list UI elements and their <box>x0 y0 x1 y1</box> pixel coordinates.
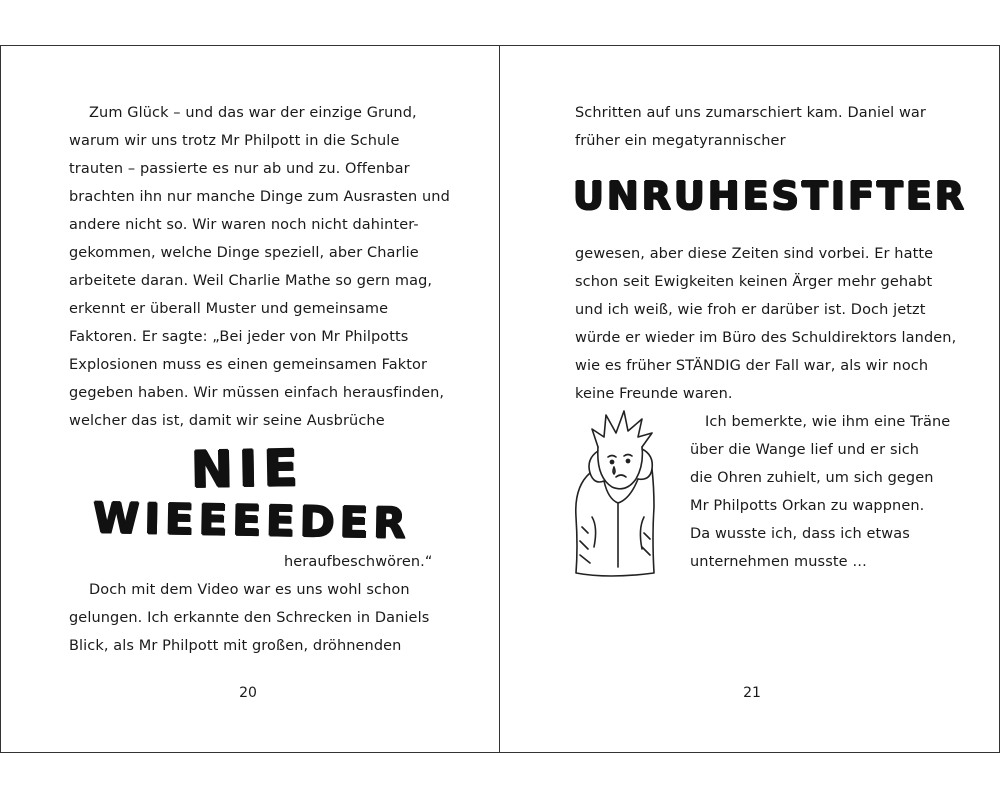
page-number: 20 <box>239 685 257 701</box>
text-line: welcher das ist, damit wir seine Ausbrüche <box>69 413 385 429</box>
text-line: brachten ihn nur manche Dinge zum Ausrasten und <box>69 189 450 205</box>
text-line: Da wusste ich, dass ich etwas <box>690 526 910 542</box>
text-line: unternehmen musste … <box>690 554 867 570</box>
text-line: gekommen, welche Dinge speziell, aber Charlie <box>69 245 419 261</box>
emphasis-word-wieder: WIEEEEDER <box>92 493 412 548</box>
text-line: Explosionen muss es einen gemeinsamen Faktor <box>69 357 428 373</box>
text-line: über die Wange lief und er sich <box>690 442 920 458</box>
page-left <box>0 45 500 753</box>
text-line: andere nicht so. Wir waren noch nicht dahinter- <box>69 217 419 233</box>
text-line: heraufbeschwören.“ <box>284 554 433 570</box>
emphasis-word-unruhestifter: UNRUHESTIFTER <box>573 174 968 218</box>
text-line: würde er wieder im Büro des Schuldirektors landen, <box>575 330 957 346</box>
text-line: wie es früher STÄNDIG der Fall war, als wir noch <box>575 358 929 374</box>
text-line: die Ohren zuhielt, um sich gegen <box>690 470 934 486</box>
text-line: gegeben haben. Wir müssen einfach herausfinden, <box>69 385 445 401</box>
page-right <box>500 45 1000 753</box>
text-line: erkennt er überall Muster und gemeinsame <box>69 301 389 317</box>
text-line: Schritten auf uns zumarschiert kam. Daniel war <box>575 105 926 121</box>
text-line: schon seit Ewigkeiten keinen Ärger mehr gehabt <box>575 274 933 290</box>
text-line: früher ein megatyrannischer <box>575 133 786 149</box>
text-line: Ich bemerkte, wie ihm eine Träne <box>705 414 951 430</box>
text-line: Faktoren. Er sagte: „Bei jeder von Mr Philpotts <box>69 329 409 345</box>
emphasis-word-nie: NIE <box>190 439 305 499</box>
text-line: keine Freunde waren. <box>575 386 733 402</box>
text-line: Zum Glück – und das war der einzige Grund, <box>89 105 417 121</box>
page-number: 21 <box>743 685 761 701</box>
text-line: gewesen, aber diese Zeiten sind vorbei. Er hatte <box>575 246 934 262</box>
text-line: Blick, als Mr Philpott mit großen, dröhnenden <box>69 638 402 654</box>
text-line: gelungen. Ich erkannte den Schrecken in Daniels <box>69 610 430 626</box>
text-line: trauten – passierte es nur ab und zu. Offenbar <box>69 161 410 177</box>
text-line: warum wir uns trotz Mr Philpott in die Schule <box>69 133 400 149</box>
text-line: und ich weiß, wie froh er darüber ist. Doch jetzt <box>575 302 926 318</box>
text-line: arbeitete daran. Weil Charlie Mathe so gern mag, <box>69 273 433 289</box>
scared-boy-covering-ears-icon <box>568 407 668 585</box>
text-line: Mr Philpotts Orkan zu wappnen. <box>690 498 925 514</box>
text-line: Doch mit dem Video war es uns wohl schon <box>89 582 410 598</box>
